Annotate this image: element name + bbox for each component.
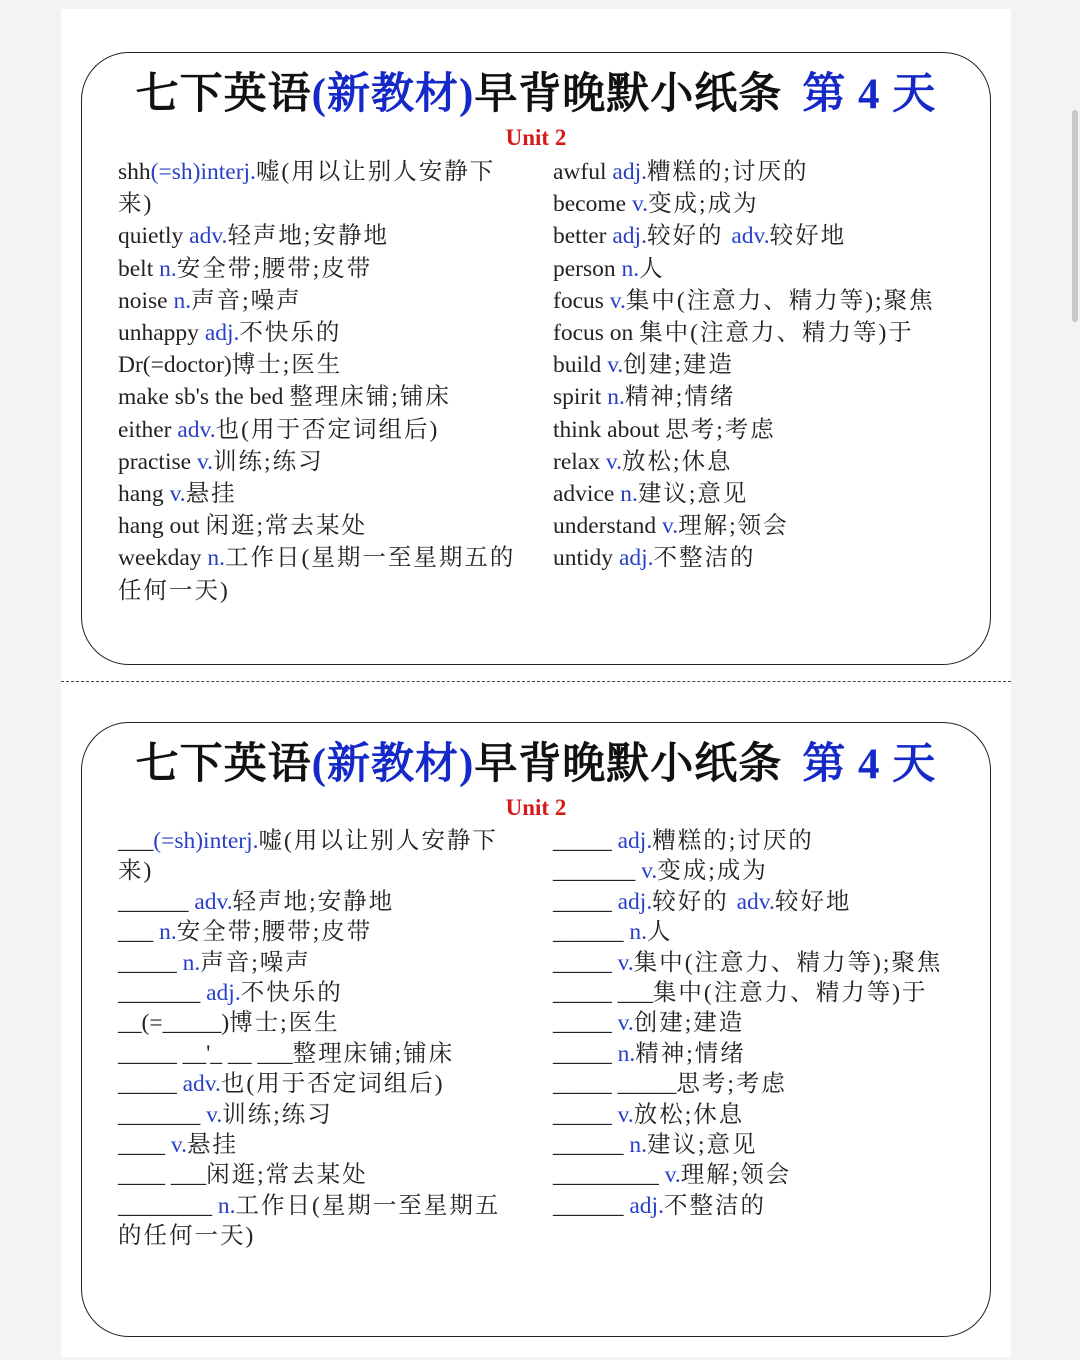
part-of-speech: n. <box>617 1040 636 1067</box>
chinese-meaning: 较好地 <box>774 888 852 915</box>
part-of-speech: adj. <box>617 888 653 915</box>
vocab-word: spirit <box>553 384 608 411</box>
vocab-word: ______ <box>553 919 630 946</box>
vocab-entry <box>553 542 973 574</box>
vocab-word: ______ <box>553 1132 630 1159</box>
title-day: 第 4 天 <box>802 741 937 788</box>
vocab-word: advice <box>553 481 621 508</box>
vocab-entry <box>118 1191 518 1252</box>
vocab-entry <box>553 826 973 856</box>
vocab-word: __(=_____) <box>118 1010 230 1037</box>
vocab-word: weekday <box>118 545 208 572</box>
part-of-speech: n. <box>620 481 638 508</box>
vocab-entry <box>118 917 518 947</box>
part-of-speech: adv. <box>731 223 770 250</box>
vocab-word: _______ <box>118 1101 207 1128</box>
part-of-speech: n. <box>629 919 647 946</box>
part-of-speech: adv. <box>736 888 775 915</box>
vocab-word: _____ <box>553 1040 618 1067</box>
vocab-word: better <box>553 223 613 250</box>
chinese-meaning: 集中(注意力、精力等);聚焦 <box>625 287 935 314</box>
vocab-word: build <box>553 352 608 379</box>
part-of-speech: (=sh)interj. <box>150 159 256 185</box>
vocab-list-left <box>118 826 518 1252</box>
vocab-word: _____ __'_ __ ___ <box>118 1040 293 1067</box>
chinese-meaning: 集中(注意力、精力等)于 <box>639 320 914 347</box>
part-of-speech: adj. <box>206 980 241 1007</box>
part-of-speech: v. <box>617 949 634 976</box>
part-of-speech: v. <box>170 1132 187 1159</box>
vocab-entry <box>553 188 973 220</box>
vocab-word: _____ <box>118 949 183 976</box>
chinese-meaning: 人 <box>639 255 665 282</box>
vocab-word: focus <box>553 287 610 314</box>
part-of-speech: adj. <box>629 1192 664 1219</box>
chinese-meaning: 整理床铺;铺床 <box>289 384 451 411</box>
vocab-entry <box>553 1039 973 1069</box>
card-title <box>82 67 990 123</box>
vocab-word: _________ <box>553 1162 665 1189</box>
chinese-meaning: 放松;休息 <box>621 448 733 475</box>
vocab-entry <box>118 156 518 220</box>
chinese-meaning: 创建;建造 <box>623 352 734 379</box>
vertical-scrollbar[interactable] <box>1070 110 1080 322</box>
vocab-entry <box>118 1160 518 1190</box>
vocab-word: _____ ___ <box>553 980 653 1007</box>
chinese-meaning: 变成;成为 <box>657 858 768 885</box>
vocab-word: _____ <box>553 949 618 976</box>
vocab-word: _______ <box>553 858 642 885</box>
part-of-speech: adj. <box>618 545 654 572</box>
vocab-entry <box>553 1008 973 1038</box>
part-of-speech: v. <box>641 858 658 885</box>
vocab-entry <box>118 510 518 542</box>
vocab-entry <box>553 478 973 510</box>
part-of-speech: n. <box>159 919 177 946</box>
vocab-word: ______ <box>118 888 195 915</box>
vocab-word: shh <box>118 159 151 185</box>
title-rest: 早背晚默小纸条 <box>474 71 783 118</box>
chinese-meaning: 悬挂 <box>186 1132 238 1159</box>
vocab-entry <box>553 253 973 285</box>
chinese-meaning: 安全带;腰带;皮带 <box>176 255 373 282</box>
chinese-meaning: 糟糕的;讨厌的 <box>652 828 814 854</box>
vocab-word: relax <box>553 448 606 475</box>
chinese-meaning: 悬挂 <box>185 481 237 508</box>
vocab-entry <box>553 1100 973 1130</box>
chinese-meaning: 理解;领会 <box>678 513 789 540</box>
vocab-card-dictation <box>81 722 991 1337</box>
vocab-word: hang out <box>118 513 206 540</box>
vocab-entry <box>553 156 973 188</box>
vocab-entry <box>553 349 973 381</box>
vocab-word: ____ <box>118 1132 171 1159</box>
vocab-entry <box>118 317 518 349</box>
vocab-entry <box>553 446 973 478</box>
part-of-speech: adj. <box>612 159 647 185</box>
vocab-word: become <box>553 191 632 218</box>
vocab-entry <box>118 826 518 887</box>
part-of-speech: n. <box>607 384 625 411</box>
vocab-word: understand <box>553 513 662 540</box>
vocab-word: quietly <box>118 223 190 250</box>
part-of-speech: adj. <box>612 223 647 250</box>
part-of-speech: n. <box>173 287 192 314</box>
chinese-meaning: 较好地 <box>769 223 847 250</box>
vocab-word: ___ <box>118 919 160 946</box>
scrollbar-thumb[interactable] <box>1072 110 1078 322</box>
vocab-word: _____ <box>553 1101 618 1128</box>
vocab-word: _____ <box>553 828 618 854</box>
chinese-meaning: 也(用于否定词组后) <box>215 416 440 443</box>
part-of-speech: v. <box>196 448 214 475</box>
vocab-word: ___ <box>118 828 154 854</box>
part-of-speech: v. <box>169 481 186 508</box>
vocab-word: think about <box>553 416 666 443</box>
part-of-speech: n. <box>621 255 640 282</box>
part-of-speech: v. <box>617 1010 634 1037</box>
vocab-word: either <box>118 416 178 443</box>
unit-label: Unit 2 <box>505 795 567 820</box>
part-of-speech: adv. <box>189 223 228 250</box>
part-of-speech: v. <box>662 513 679 540</box>
vocab-entry <box>118 220 518 252</box>
chinese-meaning: 较好的 <box>652 888 737 915</box>
part-of-speech: v. <box>206 1101 223 1128</box>
vocab-entry <box>118 414 518 446</box>
vocab-entry <box>118 349 518 381</box>
vocab-entry <box>118 948 518 978</box>
title-rest: 早背晚默小纸条 <box>474 741 783 788</box>
chinese-meaning: 较好的 <box>646 223 732 250</box>
vocab-word: ________ <box>118 1192 218 1219</box>
chinese-meaning: 声音;噪声 <box>191 287 302 314</box>
vocab-entry <box>118 1130 518 1160</box>
chinese-meaning: 轻声地;安静地 <box>232 888 395 915</box>
chinese-meaning: 训练;练习 <box>222 1101 333 1128</box>
part-of-speech: n. <box>159 255 177 282</box>
vocab-list-left <box>118 156 518 607</box>
part-of-speech: adj. <box>204 320 240 347</box>
vocab-entry <box>553 1191 973 1221</box>
vocab-entry <box>118 1069 518 1099</box>
vocab-entry <box>553 1160 973 1190</box>
part-of-speech: v. <box>605 448 622 475</box>
vocab-word: _______ <box>118 980 207 1007</box>
title-main: 七下英语 <box>135 741 312 788</box>
chinese-meaning: 不整洁的 <box>653 545 756 572</box>
vocab-entry <box>553 1069 973 1099</box>
chinese-meaning: 嘘(用以让别人安静下来) <box>118 828 498 885</box>
chinese-meaning: 建议;意见 <box>647 1132 758 1159</box>
vocab-entry <box>118 285 518 317</box>
chinese-meaning: 轻声地;安静地 <box>227 223 389 250</box>
title-paren: (新教材) <box>311 71 475 118</box>
chinese-meaning: 安全带;腰带;皮带 <box>176 919 373 946</box>
vocab-entry <box>118 478 518 510</box>
vocab-word: person <box>553 255 622 282</box>
vocab-word: ____ ___ <box>118 1162 207 1189</box>
vocab-word: awful <box>553 159 613 185</box>
part-of-speech: adv. <box>194 888 233 915</box>
vocab-word: _____ <box>553 888 618 915</box>
part-of-speech: v. <box>617 1101 634 1128</box>
chinese-meaning: 理解;领会 <box>680 1162 792 1189</box>
chinese-meaning: 整理床铺;铺床 <box>292 1040 455 1067</box>
title-main: 七下英语 <box>135 71 312 118</box>
vocab-entry <box>553 285 973 317</box>
part-of-speech: n. <box>217 1192 236 1219</box>
cut-line-divider <box>61 681 1011 682</box>
chinese-meaning: 不快乐的 <box>239 320 342 347</box>
chinese-meaning: 集中(注意力、精力等)于 <box>652 980 928 1007</box>
part-of-speech: adv. <box>182 1071 221 1098</box>
vocab-entry <box>553 917 973 947</box>
chinese-meaning: 变成;成为 <box>648 191 759 218</box>
chinese-meaning: 博士;医生 <box>231 352 343 379</box>
vocab-entry <box>553 948 973 978</box>
vocab-word: _____ <box>553 1010 618 1037</box>
title-paren: (新教材) <box>311 741 475 788</box>
vocab-entry <box>118 542 518 606</box>
chinese-meaning: 闲逛;常去某处 <box>206 1162 368 1189</box>
chinese-meaning: 不整洁的 <box>663 1192 766 1219</box>
chinese-meaning: 闲逛;常去某处 <box>205 513 367 540</box>
vocab-entry <box>553 381 973 413</box>
chinese-meaning: 建议;意见 <box>637 481 749 508</box>
unit-label: Unit 2 <box>505 125 567 150</box>
chinese-meaning: 人 <box>647 919 673 946</box>
chinese-meaning: 集中(注意力、精力等);聚焦 <box>633 949 943 976</box>
vocab-entry <box>118 887 518 917</box>
card-title <box>82 737 990 793</box>
vocab-list-right <box>553 826 973 1221</box>
chinese-meaning: 工作日(星期一至星期五的任何一天) <box>118 1192 501 1250</box>
vocab-entry <box>118 1008 518 1038</box>
part-of-speech: v. <box>664 1162 681 1189</box>
vocab-entry <box>553 1130 973 1160</box>
vocab-word: make sb's the bed <box>118 384 290 411</box>
vocab-entry <box>553 510 973 542</box>
vocab-word: belt <box>118 255 160 282</box>
chinese-meaning: 精神;情绪 <box>624 384 736 411</box>
chinese-meaning: 训练;练习 <box>213 448 324 475</box>
vocab-entry <box>118 253 518 285</box>
part-of-speech: adj. <box>617 828 653 854</box>
chinese-meaning: 创建;建造 <box>633 1010 745 1037</box>
vocab-entry <box>553 978 973 1008</box>
chinese-meaning: 声音;噪声 <box>200 949 311 976</box>
part-of-speech: v. <box>609 287 626 314</box>
vocab-entry <box>553 317 973 349</box>
chinese-meaning: 嘘(用以让别人安静下来) <box>118 159 496 218</box>
vocab-entry <box>553 887 973 917</box>
chinese-meaning: 放松;休息 <box>633 1101 745 1128</box>
vocab-word: unhappy <box>118 320 205 347</box>
part-of-speech: v. <box>631 191 649 218</box>
vocab-word: noise <box>118 287 174 314</box>
chinese-meaning: 思考;考虑 <box>665 416 776 443</box>
chinese-meaning: 思考;考虑 <box>676 1071 787 1098</box>
vocab-entry <box>553 414 973 446</box>
part-of-speech: (=sh)interj. <box>153 828 259 854</box>
vocab-word: untidy <box>553 545 619 572</box>
chinese-meaning: 也(用于否定词组后) <box>220 1071 445 1098</box>
vocab-word: hang <box>118 481 170 508</box>
vocab-list-right <box>553 156 973 575</box>
vocab-entry <box>118 381 518 413</box>
vocab-card-reference <box>81 52 991 665</box>
part-of-speech: n. <box>207 545 226 572</box>
vocab-entry <box>118 978 518 1008</box>
vocab-word: _____ <box>118 1071 183 1098</box>
part-of-speech: adv. <box>177 416 216 443</box>
part-of-speech: n. <box>629 1132 647 1159</box>
vocab-word: ______ <box>553 1192 630 1219</box>
vocab-word: Dr(=doctor) <box>118 352 232 379</box>
chinese-meaning: 工作日(星期一至星期五的任何一天) <box>118 545 516 604</box>
vocab-entry <box>553 220 973 252</box>
vocab-entry <box>118 1100 518 1130</box>
chinese-meaning: 博士;医生 <box>229 1010 340 1037</box>
chinese-meaning: 糟糕的;讨厌的 <box>646 159 809 185</box>
vocab-entry <box>118 1039 518 1069</box>
chinese-meaning: 不快乐的 <box>240 980 343 1007</box>
vocab-entry <box>118 446 518 478</box>
vocab-word: practise <box>118 448 197 475</box>
part-of-speech: v. <box>607 352 624 379</box>
chinese-meaning: 精神;情绪 <box>635 1040 746 1067</box>
vocab-entry <box>553 856 973 886</box>
vocab-word: _____ _____ <box>553 1071 677 1098</box>
vocab-word: focus on <box>553 320 640 347</box>
part-of-speech: n. <box>182 949 201 976</box>
title-day: 第 4 天 <box>802 71 937 118</box>
